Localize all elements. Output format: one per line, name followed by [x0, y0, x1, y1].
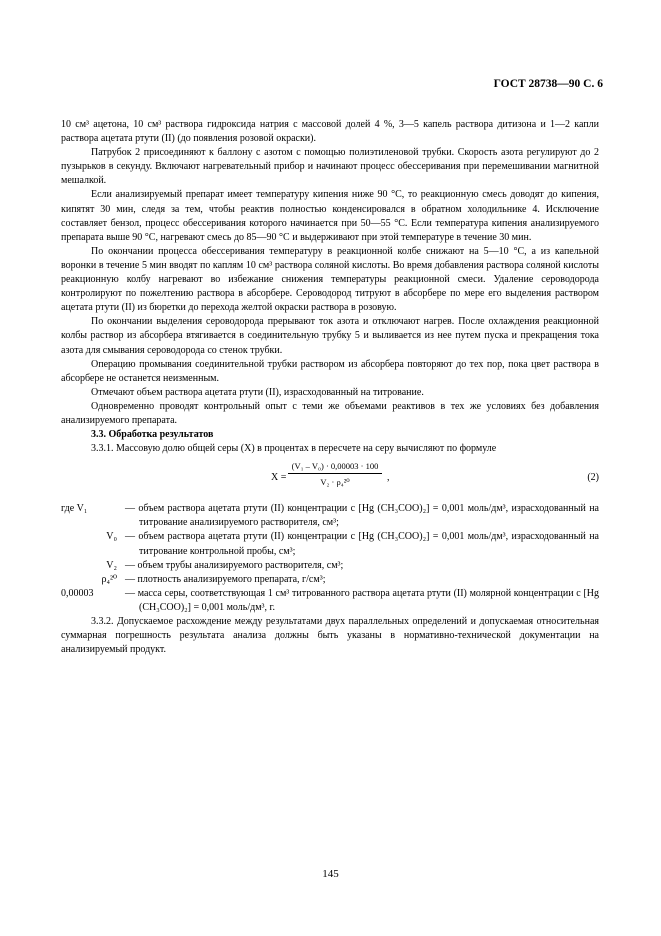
paragraph: Отмечают объем раствора ацетата ртути (II), израсходованный на титрование.: [91, 386, 424, 398]
paragraph: Патрубок 2 присоединяют к баллону с азотом с помощью полиэтиленовой трубки. Скорость азота регулируют до 2 пузырьков в секунду. Включают нагревательный прибор и начинают процесс обессеривания при перемешивании магнитной мешалкой.: [61, 147, 599, 187]
definitions-list: [61, 502, 599, 615]
body-text: [61, 118, 599, 657]
definition-text: — объем раствора ацетата ртути (II) концентрации с [Hg (CH₃COO)₂] = 0,001 моль/дм³, израсходованный на титрование контрольной пробы, см³;: [125, 531, 599, 557]
definition-symbol: V₀: [106, 531, 117, 543]
formula-denominator: V₂ · ρ₄²⁰: [320, 477, 350, 488]
section-heading: 3.3. Обработка результатов: [91, 429, 214, 441]
formula-number: (2): [587, 472, 599, 484]
formula: [61, 460, 599, 496]
page-number: 145: [322, 868, 339, 880]
clause-3-3-2: 3.3.2. Допускаемое расхождение между результатами двух параллельных определений и допускаемая относительная суммарная погрешность результата анализа должны быть указаны в нормативно-технической документации на анализируемый продукт.: [61, 616, 599, 656]
formula-comma: ,: [387, 472, 390, 484]
paragraph: По окончании процесса обессеривания температуру в реакционной колбе снижают на 5—10 °С, а из капельной воронки в течение 5 мин вводят по каплям 10 см³ раствора соляной кислоты. Во время добавления раствора соляной кислоты реакционную колбу нагревают во избежание снижения температуры реакционной смеси. Удаление сероводорода контролируют по пожелтению раствора в абсорбере. Сероводород титруют в абсорбере по мере его выделения раствором ацетата ртути (II) из бюретки до перехода желтой окраски раствора в розовую.: [61, 245, 599, 314]
definition-symbol: ρ₄²⁰: [101, 573, 117, 585]
where-label: где: [61, 503, 75, 515]
formula-lhs: X =: [271, 472, 287, 484]
formula-fraction: [288, 460, 382, 488]
clause-3-3-1: 3.3.1. Массовую долю общей серы (X) в процентах в пересчете на серу вычисляют по формуле: [91, 443, 497, 455]
paragraph: Одновременно проводят контрольный опыт с теми же объемами реактивов в тех же условиях без добавления анализируемого препарата.: [61, 400, 599, 426]
paragraph: Операцию промывания соединительной трубки раствором из абсорбера повторяют до тех пор, пока цвет раствора в абсорбере не останется неизменным.: [61, 358, 599, 384]
definition-text: — масса серы, соответствующая 1 см³ титрованного раствора ацетата ртути (II) молярной концентрации с [Hg (CH₃COO)₂] = 0,001 моль/дм³, г.: [125, 587, 599, 613]
formula-numerator: (V₁ – V₀) · 0,00003 · 100: [288, 460, 382, 474]
paragraph: 10 см³ ацетона, 10 см³ раствора гидроксида натрия с массовой долей 4 %, 3—5 капель раствора дитизона и 1—2 капли раствора ацетата ртути (II) (до появления розовой окраски).: [61, 119, 599, 145]
definition-text: — объем трубы анализируемого растворителя, см³;: [125, 559, 344, 571]
definition-symbol: 0,00003: [61, 587, 94, 599]
definition-text: — плотность анализируемого препарата, г/см³;: [125, 573, 326, 585]
definition-symbol: V₂: [106, 559, 117, 571]
definition-symbol: где V₁: [61, 503, 88, 515]
paragraph: По окончании выделения сероводорода прерывают ток азота и отключают нагрев. После охлаждения реакционной колбы раствор из абсорбера втягивается в соединительную трубку 5 и выливается из нее путем пуска и прекращения тока азота для смывания сероводорода со стенок трубки.: [61, 316, 599, 356]
page-header: ГОСТ 28738—90 С. 6: [493, 78, 603, 90]
paragraph: Если анализируемый препарат имеет температуру кипения ниже 90 °С, то реакционную смесь доводят до кипения, кипятят 30 мин, следя за тем, чтобы реактив полностью конденсировался в обратном холодильнике 4. Исключение составляет бензол, процесс обессеривания которого начинается при 50—55 °С. Если температура кипения анализируемого препарата выше 90 °С, нагревают смесь до 85—90 °С и выдерживают при этой температуре в течение 30 мин.: [61, 189, 599, 243]
definition-text: — объем раствора ацетата ртути (II) концентрации с [Hg (CH₃COO)₂] = 0,001 моль/дм³, израсходованный на титрование анализируемого растворителя, см³;: [125, 503, 599, 529]
